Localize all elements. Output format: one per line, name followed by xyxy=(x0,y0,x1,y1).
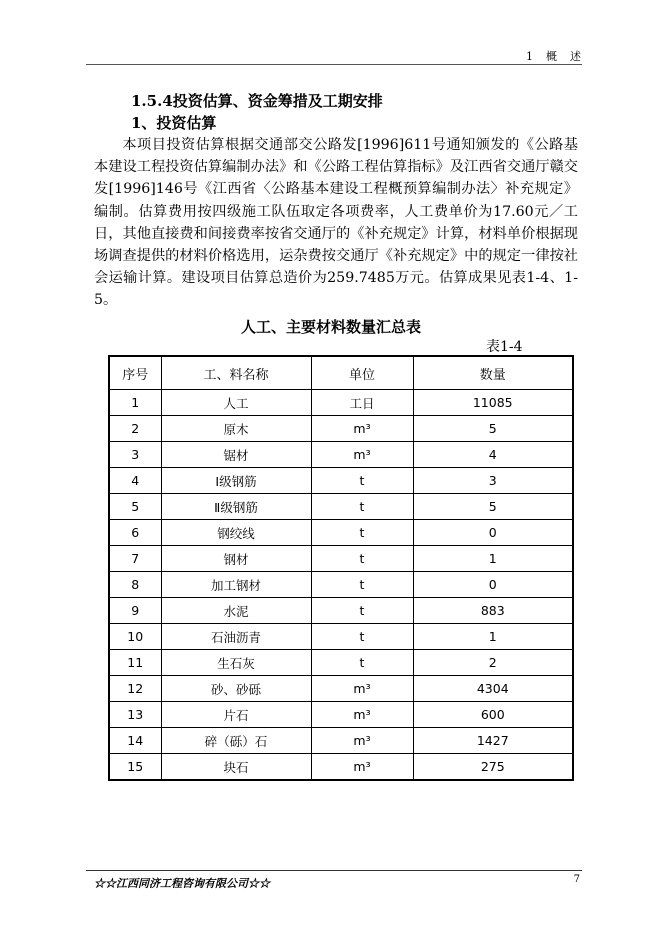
cell-seq: 13 xyxy=(109,702,161,728)
page-number: 7 xyxy=(573,874,580,885)
cell-seq: 9 xyxy=(109,598,161,624)
table-row xyxy=(109,546,573,572)
table-row xyxy=(109,702,573,728)
chapter-header: 1 概 述 xyxy=(526,50,582,63)
cell-seq: 14 xyxy=(109,728,161,754)
cell-quantity: 275 xyxy=(413,754,573,781)
cell-name: 砂、砂砾 xyxy=(161,676,311,702)
cell-unit: m³ xyxy=(311,442,413,468)
cell-seq: 5 xyxy=(109,494,161,520)
table-row xyxy=(109,390,573,416)
cell-unit: t xyxy=(311,494,413,520)
header-name: 工、料名称 xyxy=(161,356,311,390)
cell-unit: t xyxy=(311,546,413,572)
table-row xyxy=(109,650,573,676)
cell-quantity: 1 xyxy=(413,624,573,650)
cell-seq: 7 xyxy=(109,546,161,572)
cell-quantity: 4 xyxy=(413,442,573,468)
cell-quantity: 5 xyxy=(413,494,573,520)
header-divider xyxy=(86,64,582,65)
table-row xyxy=(109,416,573,442)
cell-quantity: 0 xyxy=(413,572,573,598)
cell-quantity: 3 xyxy=(413,468,573,494)
cell-quantity: 600 xyxy=(413,702,573,728)
cell-seq: 15 xyxy=(109,754,161,781)
table-number: 表1-4 xyxy=(486,339,523,355)
header-quantity: 数量 xyxy=(413,356,573,390)
table-row xyxy=(109,624,573,650)
table-row xyxy=(109,676,573,702)
table-title: 人工、主要材料数量汇总表 xyxy=(240,318,421,336)
cell-unit: m³ xyxy=(311,676,413,702)
materials-table xyxy=(108,355,574,781)
table-header-row xyxy=(109,356,573,390)
cell-seq: 10 xyxy=(109,624,161,650)
cell-unit: m³ xyxy=(311,728,413,754)
cell-unit: m³ xyxy=(311,416,413,442)
cell-quantity: 0 xyxy=(413,520,573,546)
cell-quantity: 5 xyxy=(413,416,573,442)
cell-quantity: 883 xyxy=(413,598,573,624)
cell-quantity: 11085 xyxy=(413,390,573,416)
table-row xyxy=(109,598,573,624)
table-row xyxy=(109,442,573,468)
cell-seq: 11 xyxy=(109,650,161,676)
cell-quantity: 1427 xyxy=(413,728,573,754)
cell-unit: 工日 xyxy=(311,390,413,416)
cell-name: Ⅱ级钢筋 xyxy=(161,494,311,520)
header-seq: 序号 xyxy=(109,356,161,390)
cell-unit: m³ xyxy=(311,702,413,728)
body-paragraph: 本项目投资估算根据交通部交公路发[1996]611号通知颁发的《公路基本建设工程投资估算编制办法》和《公路工程估算指标》及江西省交通厅赣交发[1996]146号《江西省〈公路基本建设工程概预算编制办法〉补充规定》编制。估算费用按四级施工队伍取定各项费率，人工费单价为17.60元／工日，其他直接费和间接费率按省交通厅的《补充规定》计算，材料单价根据现场调查提供的材料价格选用，运杂费按交通厅《补充规定》中的规定一律按社会运输计算。建设项目估算总造价为259.7485万元。估算成果见表1-4、1-5。 xyxy=(94,137,578,309)
cell-seq: 1 xyxy=(109,390,161,416)
table-row xyxy=(109,754,573,781)
cell-name: 石油沥青 xyxy=(161,624,311,650)
cell-unit: t xyxy=(311,624,413,650)
subsection-heading: 1、投资估算 xyxy=(131,114,217,132)
footer-company: ☆☆江西同济工程咨询有限公司☆☆ xyxy=(94,877,270,890)
cell-unit: t xyxy=(311,598,413,624)
cell-name: 加工钢材 xyxy=(161,572,311,598)
cell-unit: t xyxy=(311,520,413,546)
cell-name: 原木 xyxy=(161,416,311,442)
header-unit: 单位 xyxy=(311,356,413,390)
table-row xyxy=(109,468,573,494)
cell-unit: t xyxy=(311,572,413,598)
cell-name: 水泥 xyxy=(161,598,311,624)
cell-name: 生石灰 xyxy=(161,650,311,676)
section-heading: 1.5.4投资估算、资金筹措及工期安排 xyxy=(131,92,383,110)
cell-name: 片石 xyxy=(161,702,311,728)
cell-name: 人工 xyxy=(161,390,311,416)
cell-seq: 6 xyxy=(109,520,161,546)
footer-divider xyxy=(86,870,582,871)
cell-quantity: 4304 xyxy=(413,676,573,702)
cell-seq: 12 xyxy=(109,676,161,702)
cell-name: Ⅰ级钢筋 xyxy=(161,468,311,494)
cell-seq: 4 xyxy=(109,468,161,494)
cell-quantity: 1 xyxy=(413,546,573,572)
table-row xyxy=(109,520,573,546)
cell-quantity: 2 xyxy=(413,650,573,676)
table-row xyxy=(109,494,573,520)
cell-name: 钢材 xyxy=(161,546,311,572)
cell-seq: 8 xyxy=(109,572,161,598)
cell-name: 钢绞线 xyxy=(161,520,311,546)
cell-unit: t xyxy=(311,468,413,494)
cell-name: 块石 xyxy=(161,754,311,781)
cell-name: 碎（砾）石 xyxy=(161,728,311,754)
cell-unit: t xyxy=(311,650,413,676)
table-row xyxy=(109,728,573,754)
cell-seq: 3 xyxy=(109,442,161,468)
cell-seq: 2 xyxy=(109,416,161,442)
cell-name: 锯材 xyxy=(161,442,311,468)
table-row xyxy=(109,572,573,598)
cell-unit: m³ xyxy=(311,754,413,781)
